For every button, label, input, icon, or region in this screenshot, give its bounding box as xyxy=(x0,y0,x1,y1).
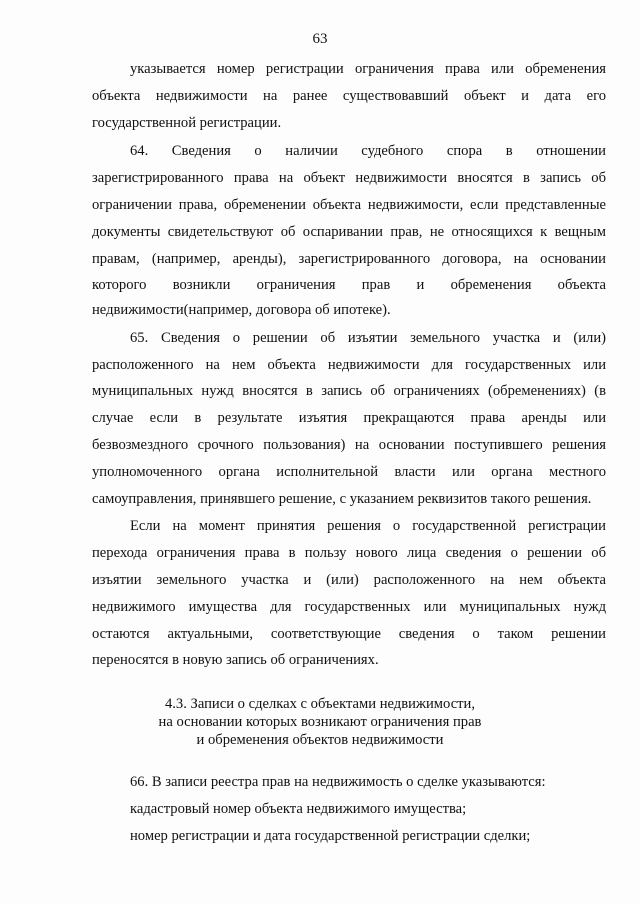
section-heading-line: на основании которых возникают ограничения прав xyxy=(158,714,482,730)
text-line: указывается номер регистрации ограничения права или обременения xyxy=(130,61,606,77)
text-line: случае если в результате изъятия прекращаются права аренды или xyxy=(92,410,606,426)
text-line: безвозмездного срочного пользования) на основании поступившего решения xyxy=(92,437,606,453)
text-line: Если на момент принятия решения о государственной регистрации xyxy=(130,518,606,534)
text-line: зарегистрированного права на объект недвижимости вносятся в запись об xyxy=(92,170,606,186)
text-line: недвижимости(например, договора об ипотеке). xyxy=(92,302,391,318)
text-line: документы свидетельствуют об оспаривании прав, не относящихся к вещным xyxy=(92,224,606,240)
text-line: уполномоченного органа исполнительной власти или органа местного xyxy=(92,464,606,480)
text-line: переносятся в новую запись об ограничениях. xyxy=(92,652,379,668)
text-line: 64. Сведения о наличии судебного спора в отношении xyxy=(130,143,606,159)
text-line: перехода ограничения права в пользу нового лица сведения о решении об xyxy=(92,545,606,561)
text-line: самоуправления, принявшего решение, с указанием реквизитов такого решения. xyxy=(92,491,592,507)
text-line: ограничении права, обременении объекта недвижимости, если представленные xyxy=(92,197,606,213)
text-line: расположенного на нем объекта недвижимости для государственных или xyxy=(92,357,606,373)
text-line: остаются актуальными, соответствующие сведения о таком решении xyxy=(92,626,606,642)
text-line: 65. Сведения о решении об изъятии земельного участка и (или) xyxy=(130,330,606,346)
page-number: 63 xyxy=(312,31,328,47)
section-heading-line: 4.3. Записи о сделках с объектами недвижимости, xyxy=(164,696,476,712)
text-line: кадастровый номер объекта недвижимого имущества; xyxy=(130,801,467,817)
text-line: объекта недвижимости на ранее существовавший объект и дата его xyxy=(92,88,606,104)
text-line: недвижимого имущества для государственных или муниципальных нужд xyxy=(92,599,606,615)
section-heading-line: и обременения объектов недвижимости xyxy=(196,732,444,748)
text-line: изъятии земельного участка и (или) расположенного на нем объекта xyxy=(92,572,606,588)
text-line: 66. В записи реестра прав на недвижимость о сделке указываются: xyxy=(130,774,546,790)
text-line: муниципальных нужд вносятся в запись об ограничениях (обременениях) (в xyxy=(92,383,606,399)
text-line: правам, (например, аренды), зарегистрированного договора, на основании xyxy=(92,251,606,267)
text-line: номер регистрации и дата государственной регистрации сделки; xyxy=(130,828,531,844)
text-line: государственной регистрации. xyxy=(92,115,282,131)
text-line: которого возникли ограничения прав и обременения объекта xyxy=(92,277,606,293)
